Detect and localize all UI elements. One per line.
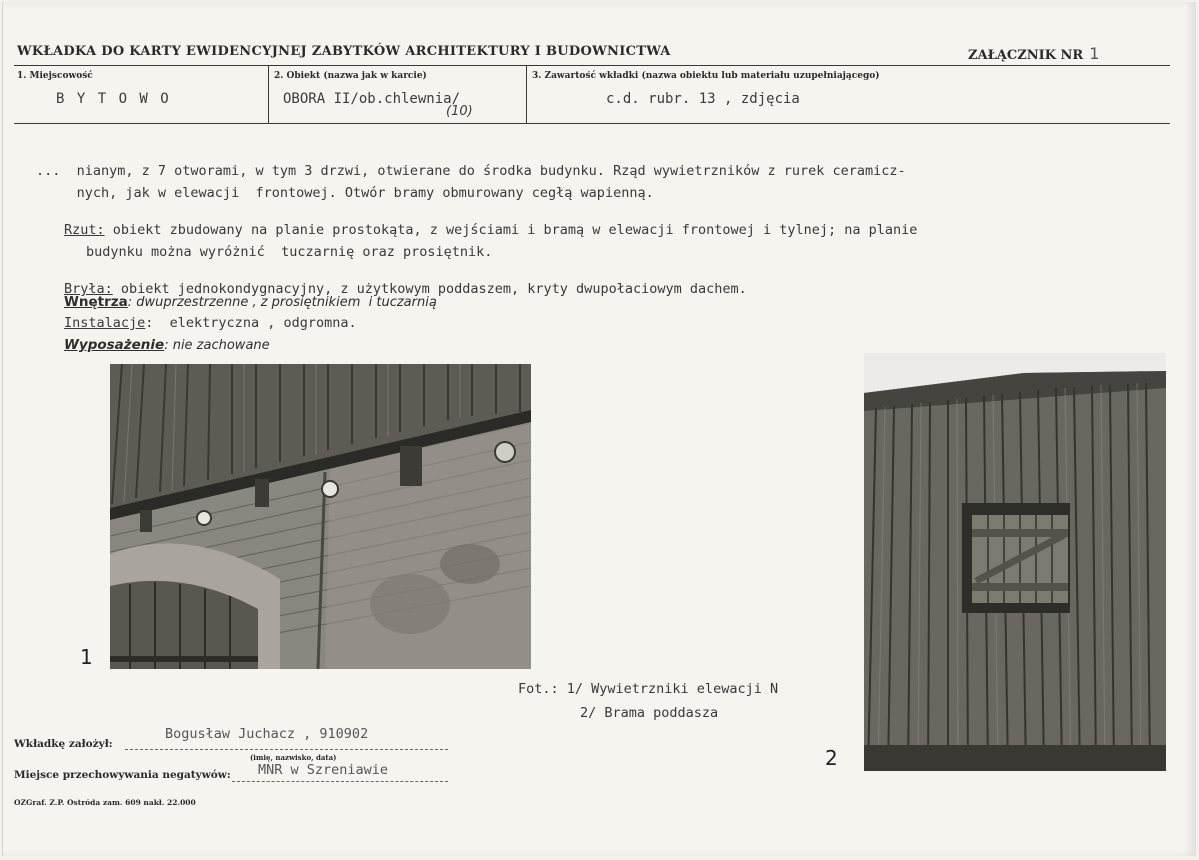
footer-storage-value: MNR w Szreniawie — [258, 762, 389, 778]
photo-1-vent — [495, 442, 515, 462]
photo-2 — [864, 353, 1166, 771]
attachment-number: 1 — [1089, 44, 1100, 63]
caption-line-2: 2/ Brama poddasza — [580, 705, 719, 721]
footer-author-hint: (imię, nazwisko, data) — [250, 753, 337, 762]
footer-author-value: Bogusław Juchacz , 910902 — [165, 726, 369, 742]
footer-author-line — [125, 749, 448, 750]
rzut-text-2: budynku można wyróżnić tuczarnię oraz prosiętnik. — [86, 244, 493, 260]
wnetrza-text: : dwuprzestrzenne , z prosiętnikiem i tuczarnią — [127, 295, 437, 310]
photo-2-image — [864, 353, 1166, 771]
photo-1-image — [110, 364, 531, 669]
field-locality-value: B Y T O W O — [56, 91, 171, 107]
field-locality-label: 1. Miejscowość — [17, 71, 93, 81]
photo-1-vent — [197, 511, 211, 525]
field-contents-value: c.d. rubr. 13 , zdjęcia — [606, 91, 800, 107]
attachment-label-text: ZAŁĄCZNIK NR — [968, 48, 1084, 63]
footer-storage-line — [232, 781, 448, 782]
footer-author-label: Wkładkę założył: — [14, 738, 113, 750]
field-divider-2 — [526, 66, 527, 123]
photo-2-hatch — [962, 503, 1070, 613]
rzut-paragraph — [64, 219, 917, 241]
instalacje-line — [64, 312, 357, 334]
header-rule — [14, 65, 1170, 66]
fields-bottom-rule — [14, 123, 1170, 124]
wyposazenie-label: Wyposażenie — [64, 337, 165, 353]
bryla-label: Bryła: — [64, 281, 113, 297]
bryla-text: obiekt jednokondygnacyjny, z użytkowym poddaszem, kryty dwupołaciowym dachem. — [112, 281, 747, 297]
wnetrza-label: Wnętrza — [64, 294, 128, 310]
wyposazenie-line — [64, 337, 270, 353]
rzut-label: Rzut: — [64, 222, 105, 238]
field-divider-1 — [268, 66, 269, 123]
field-object-note: (10) — [446, 104, 473, 119]
attachment-label — [968, 44, 1099, 63]
photo-1-number: 1 — [80, 645, 93, 669]
body-line-1: ... nianym, z 7 otworami, w tym 3 drzwi, otwierane do środka budynku. Rząd wywietrzników z rurek ceramicz- — [36, 163, 906, 179]
footer-storage-label: Miejsce przechowywania negatywów: — [14, 769, 231, 781]
body-line-2: nych, jak w elewacji frontowej. Otwór bramy obmurowany cegłą wapienną. — [36, 185, 654, 201]
photo-2-base — [864, 745, 1166, 771]
photo-1-vent — [322, 481, 338, 497]
instalacje-label: Instalacje — [64, 315, 146, 331]
field-object-label: 2. Obiekt (nazwa jak w karcie) — [274, 71, 427, 81]
caption-line-1: Fot.: 1/ Wywietrzniki elewacji N — [518, 681, 779, 697]
form-title: WKŁADKA DO KARTY EWIDENCYJNEJ ZABYTKÓW ARCHITEKTURY I BUDOWNICTWA — [17, 44, 671, 59]
photo-2-number: 2 — [825, 746, 838, 770]
photo-1-bracket — [400, 446, 422, 486]
footer-print-info: OZGraf. Z.P. Ostróda zam. 609 nakł. 22.000 — [14, 798, 196, 807]
wnetrza-line — [64, 294, 437, 310]
photo-1 — [110, 364, 531, 669]
instalacje-text: : elektryczna , odgromna. — [145, 315, 357, 331]
rzut-text-1: obiekt zbudowany na planie prostokąta, z wejściami i bramą w elewacji frontowej i tylnej; na planie — [104, 222, 918, 238]
wyposazenie-text: : nie zachowane — [164, 338, 270, 353]
field-object-value: OBORA II/ob.chlewnia/ — [283, 91, 461, 107]
field-contents-label: 3. Zawartość wkładki (nazwa obiektu lub materiału uzupełniającego) — [532, 71, 880, 81]
